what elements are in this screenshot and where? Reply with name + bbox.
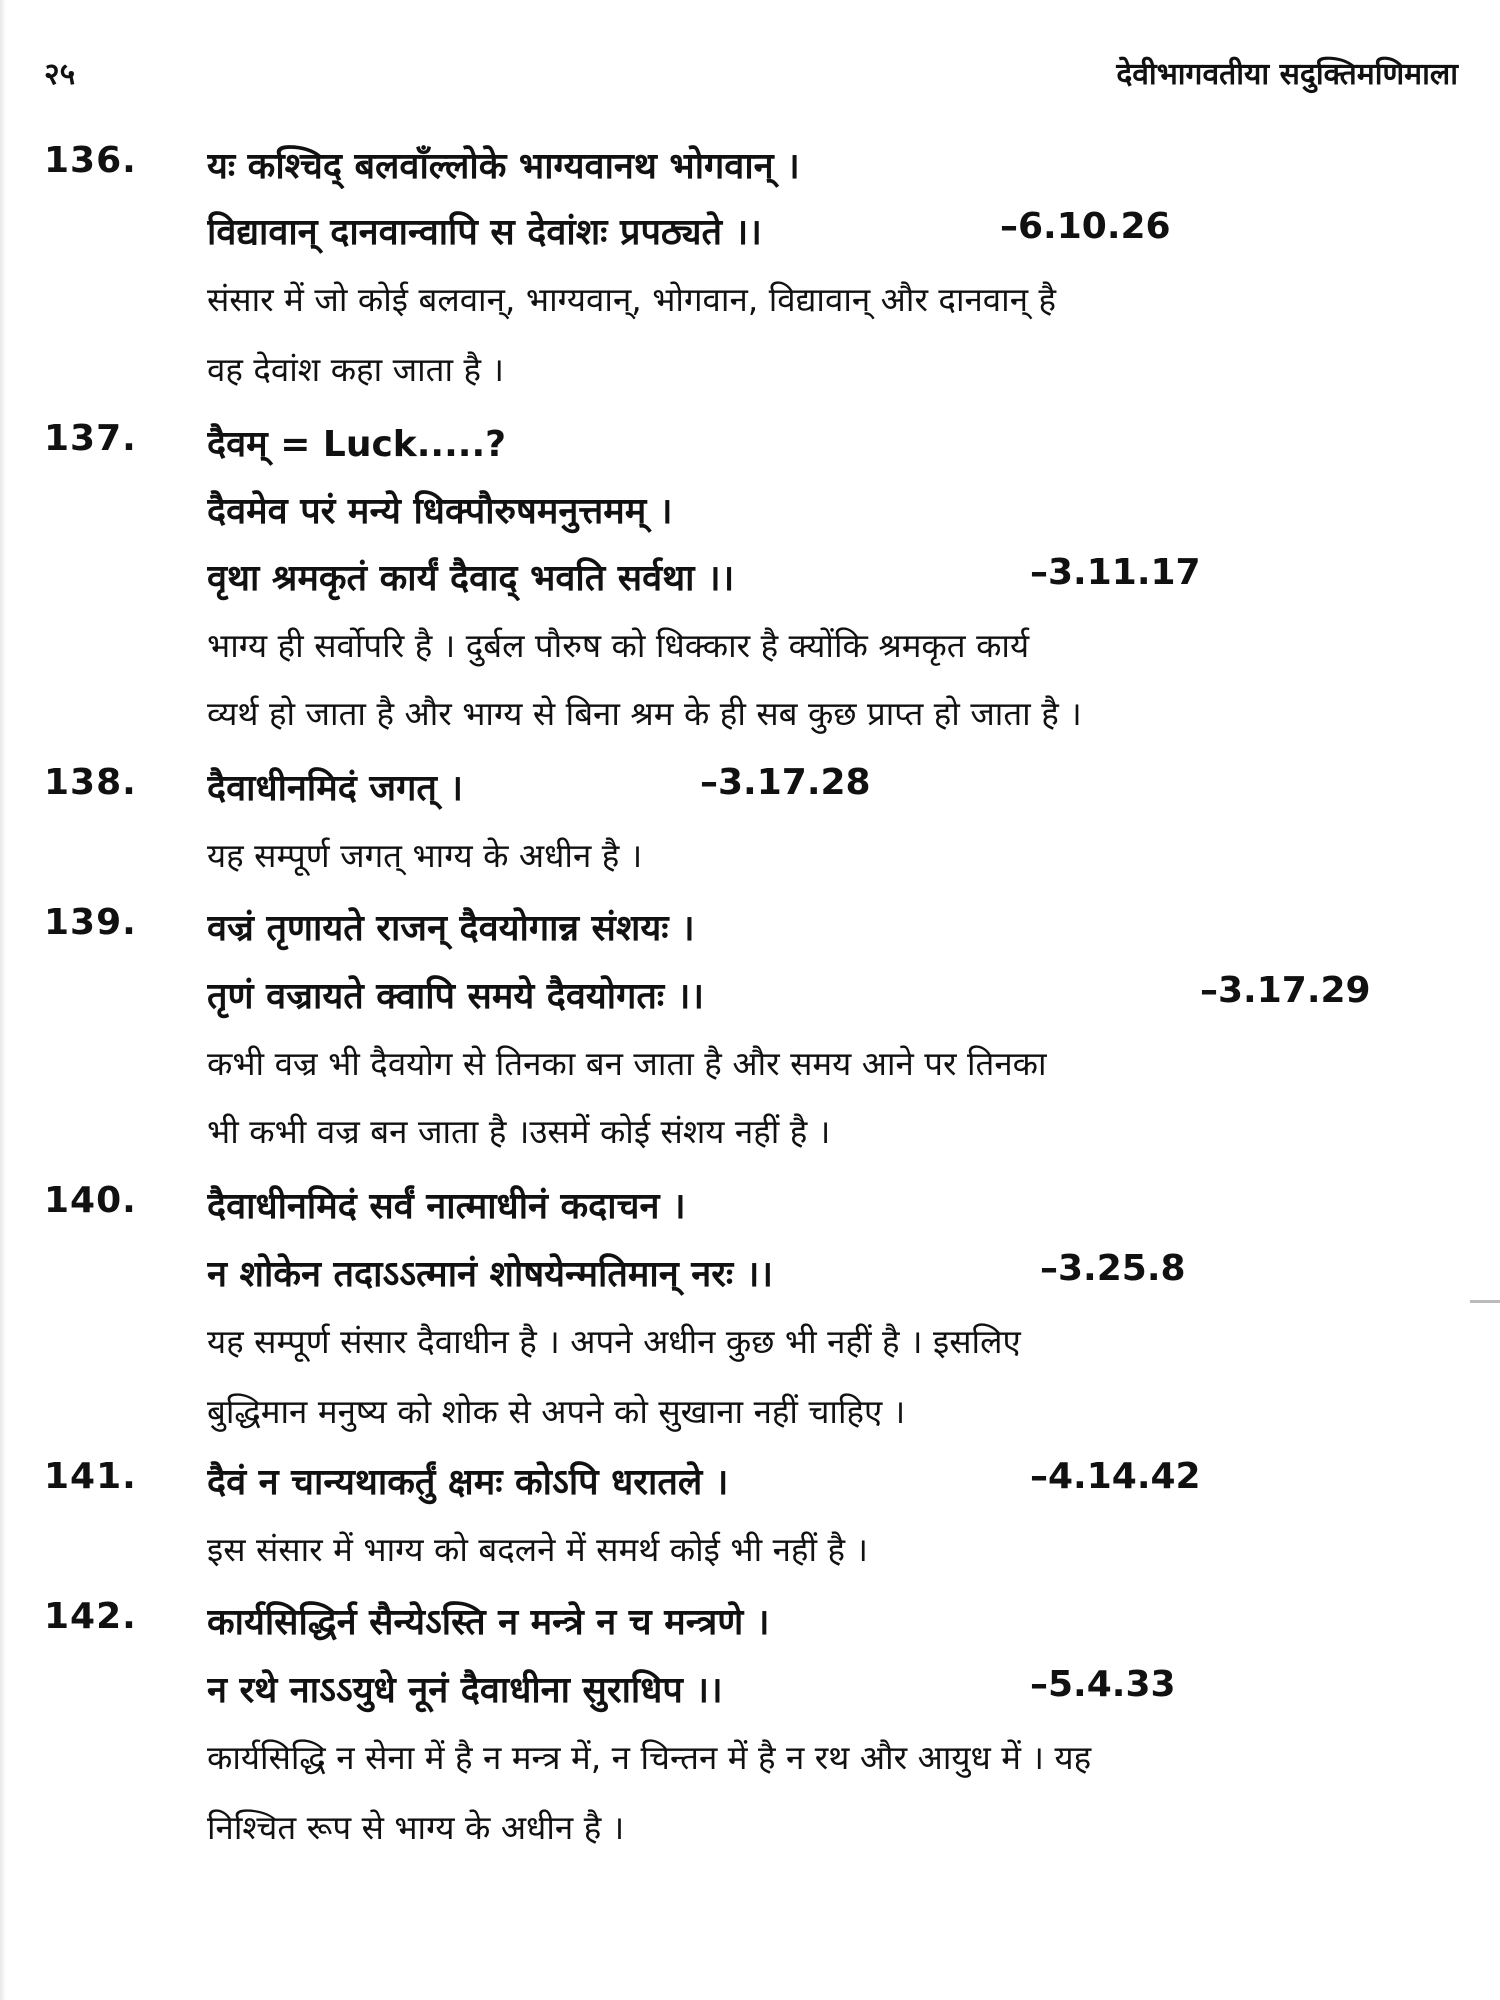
translation-line: व्यर्थ हो जाता है और भाग्य से बिना श्रम के ही सब कुछ प्राप्त हो जाता है । <box>207 694 1082 733</box>
verse-line: यः कश्चिद् बलवाँल्लोके भाग्यवानथ भोगवान् । <box>207 146 800 187</box>
verse-reference: –3.11.17 <box>1030 552 1201 593</box>
verse-reference: –6.10.26 <box>1000 206 1171 247</box>
verse-reference: –3.17.29 <box>1200 970 1371 1011</box>
verse-line: दैवमेव परं मन्ये धिक्पौरुषमनुत्तमम् । <box>207 491 673 532</box>
page-number: २५ <box>44 57 76 92</box>
translation-line: यह सम्पूर्ण संसार दैवाधीन है । अपने अधीन कुछ भी नहीं है । इसलिए <box>207 1322 1021 1361</box>
verse-line: वज्रं तृणायते राजन् दैवयोगान्न संशयः । <box>207 908 695 949</box>
translation-line: वह देवांश कहा जाता है । <box>207 350 505 389</box>
verse-line: न रथे नाऽऽयुधे नूनं दैवाधीना सुराधिप ।। <box>207 1670 723 1711</box>
entry-number: 140. <box>44 1180 137 1221</box>
verse-line: दैवाधीनमिदं जगत् । <box>207 768 464 809</box>
page-edge-shadow <box>0 0 6 2000</box>
verse-reference: –4.14.42 <box>1030 1456 1201 1497</box>
page-edge-mark <box>1470 1300 1500 1303</box>
translation-line: कभी वज्र भी दैवयोग से तिनका बन जाता है और समय आने पर तिनका <box>207 1044 1047 1083</box>
entry-number: 141. <box>44 1456 137 1497</box>
verse-reference: –3.25.8 <box>1040 1248 1186 1289</box>
entry-number: 142. <box>44 1596 137 1637</box>
entry-heading: दैवम् = Luck.....? <box>207 424 507 465</box>
entry-number: 139. <box>44 902 137 943</box>
translation-line: यह सम्पूर्ण जगत् भाग्य के अधीन है । <box>207 836 643 875</box>
verse-line: विद्यावान् दानवान्वापि स देवांशः प्रपठ्यते ।। <box>207 212 762 253</box>
translation-line: इस संसार में भाग्य को बदलने में समर्थ कोई भी नहीं है । <box>207 1530 869 1569</box>
entry-number: 137. <box>44 418 137 459</box>
verse-line: तृणं वज्रायते क्वापि समये दैवयोगतः ।। <box>207 976 705 1017</box>
entry-number: 136. <box>44 140 137 181</box>
page-header <box>44 52 1458 92</box>
verse-line: दैवाधीनमिदं सर्वं नात्माधीनं कदाचन । <box>207 1186 686 1227</box>
verse-line: न शोकेन तदाऽऽत्मानं शोषयेन्मतिमान् नरः ।। <box>207 1254 774 1295</box>
translation-line: बुद्धिमान मनुष्य को शोक से अपने को सुखाना नहीं चाहिए । <box>207 1392 906 1431</box>
verse-line: कार्यसिद्धिर्न सैन्येऽस्ति न मन्त्रे न च मन्त्रणे । <box>207 1602 770 1643</box>
translation-line: संसार में जो कोई बलवान्, भाग्यवान्, भोगवान, विद्यावान् और दानवान् है <box>207 280 1057 319</box>
verse-line: दैवं न चान्यथाकर्तुं क्षमः कोऽपि धरातले । <box>207 1462 729 1503</box>
entry-number: 138. <box>44 762 137 803</box>
translation-line: भाग्य ही सर्वोपरि है । दुर्बल पौरुष को धिक्कार है क्योंकि श्रमकृत कार्य <box>207 626 1030 665</box>
verse-reference: –3.17.28 <box>700 762 871 803</box>
verse-line: वृथा श्रमकृतं कार्यं दैवाद् भवति सर्वथा ।। <box>207 558 735 599</box>
translation-line: भी कभी वज्र बन जाता है ।उसमें कोई संशय नहीं है । <box>207 1112 831 1151</box>
translation-line: निश्चित रूप से भाग्य के अधीन है । <box>207 1808 625 1847</box>
translation-line: कार्यसिद्धि न सेना में है न मन्त्र में, न चिन्तन में है न रथ और आयुध में । यह <box>207 1738 1092 1777</box>
running-title: देवीभागवतीया सदुक्तिमणिमाला <box>1116 57 1458 92</box>
verse-reference: –5.4.33 <box>1030 1664 1176 1705</box>
